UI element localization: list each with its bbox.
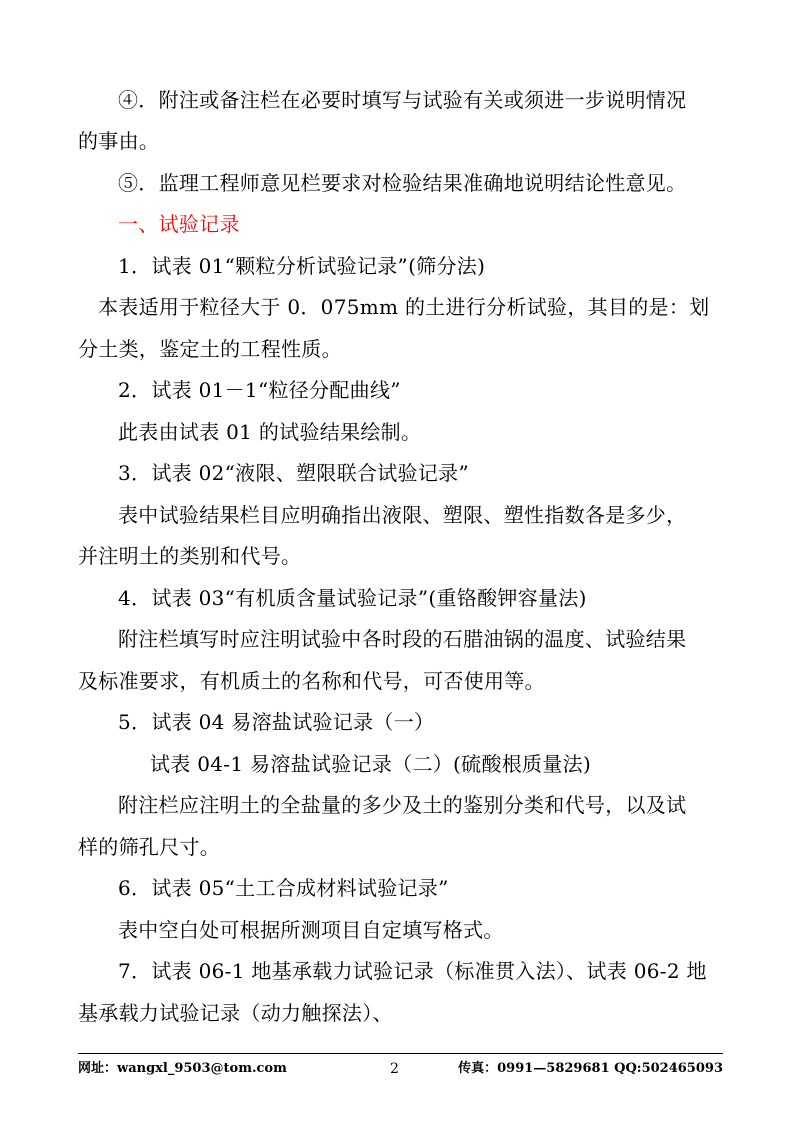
item-6-title: 6．试表 05“土工合成材料试验记录” xyxy=(118,876,449,900)
footer-website: 网址：wangxl_9503@tom.com xyxy=(78,1061,287,1076)
item-7-line2: 基承载力试验记录（动力触探法）、 xyxy=(78,1001,393,1025)
item-1-title: 1．试表 01“颗粒分析试验记录”(筛分法) xyxy=(118,254,486,278)
item-3-title: 3．试表 02“液限、塑限联合试验记录” xyxy=(118,461,469,485)
footer-contact: 传真：0991—5829681 QQ:502465093 xyxy=(458,1061,723,1076)
paragraph-note-4-line2: 的事由。 xyxy=(78,129,160,153)
item-7-line1: 7．试表 06-1 地基承载力试验记录（标准贯入法）、试表 06-2 地 xyxy=(118,959,707,983)
item-4-description-line1: 附注栏填写时应注明试验中各时段的石腊油锅的温度、试验结果 xyxy=(118,627,687,651)
item-5-description-line2: 样的筛孔尺寸。 xyxy=(78,835,221,859)
item-4-title: 4．试表 03“有机质含量试验记录”(重铬酸钾容量法) xyxy=(118,586,587,610)
item-2-description: 此表由试表 01 的试验结果绘制。 xyxy=(118,420,422,444)
footer-divider xyxy=(78,1053,723,1054)
item-1-description-line2: 分土类，鉴定土的工程性质。 xyxy=(78,337,342,361)
item-1-description-line1: 本表适用于粒径大于 0．075mm 的土进行分析试验，其目的是：划 xyxy=(98,295,710,319)
item-5-title: 5．试表 04 易溶盐试验记录（一） xyxy=(118,710,435,734)
page-footer xyxy=(78,1060,723,1080)
item-3-description-line2: 并注明土的类别和代号。 xyxy=(78,544,302,568)
footer-page-number: 2 xyxy=(390,1061,399,1077)
item-2-title: 2．试表 01－1“粒径分配曲线” xyxy=(118,378,401,402)
paragraph-note-4-line1: ④．附注或备注栏在必要时填写与试验有关或须进一步说明情况 xyxy=(118,88,687,112)
section-heading-test-records: 一、试验记录 xyxy=(118,212,240,236)
item-4-description-line2: 及标准要求，有机质土的名称和代号，可否使用等。 xyxy=(78,669,545,693)
item-6-description: 表中空白处可根据所测项目自定填写格式。 xyxy=(118,918,504,942)
paragraph-note-5: ⑤．监理工程师意见栏要求对检验结果准确地说明结论性意见。 xyxy=(118,171,687,195)
item-5-subtitle: 试表 04-1 易溶盐试验记录（二）(硫酸根质量法) xyxy=(150,752,592,776)
item-3-description-line1: 表中试验结果栏目应明确指出液限、塑限、塑性指数各是多少， xyxy=(118,503,687,527)
item-5-description-line1: 附注栏应注明土的全盐量的多少及土的鉴别分类和代号，以及试 xyxy=(118,793,687,817)
